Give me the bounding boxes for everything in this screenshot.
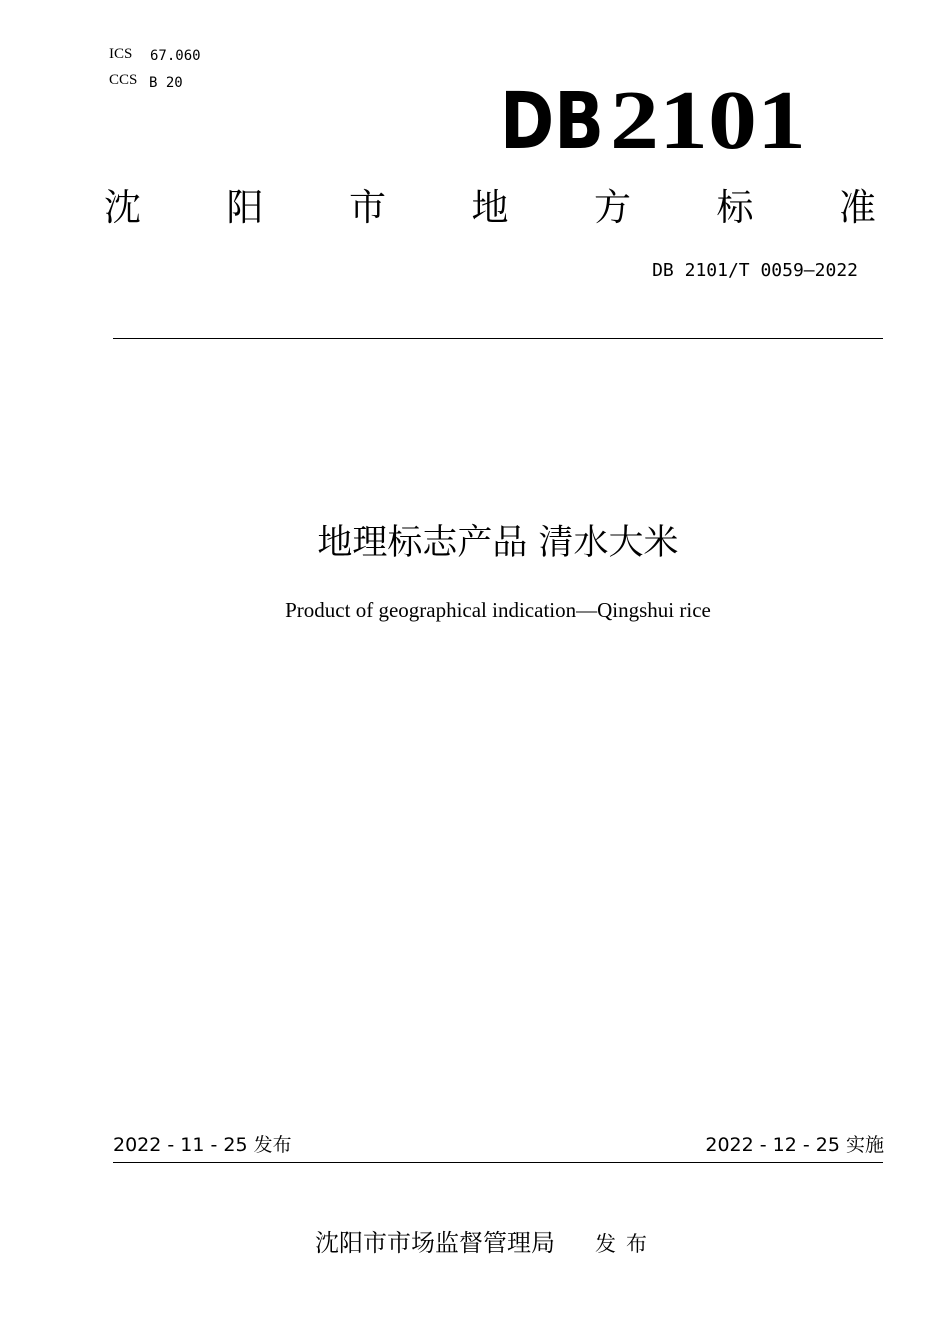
department-title-char: 阳 — [226, 186, 264, 229]
department-title-char: 方 — [594, 186, 631, 229]
ics-label: ICS — [109, 46, 133, 62]
department-title-char: 市 — [349, 186, 386, 229]
ics-code: 67.060 — [150, 48, 201, 64]
publisher-line — [0, 1226, 950, 1261]
department-title-char: 准 — [839, 186, 876, 229]
header-divider — [113, 338, 883, 339]
department-title-char: 标 — [716, 186, 754, 229]
standard-number: DB 2101/T 0059—2022 — [652, 260, 858, 281]
issue-date: 2022 - 11 - 25 发布 — [113, 1134, 292, 1156]
ccs-code: B 20 — [149, 75, 183, 91]
department-title — [104, 186, 876, 230]
department-title-char: 地 — [471, 186, 509, 229]
db-logo-prefix: DB — [500, 80, 604, 160]
publisher-action: 发布 — [595, 1232, 657, 1256]
implementation-date: 2022 - 12 - 25 实施 — [705, 1134, 884, 1156]
document-title-en: Product of geographical indication—Qingshui rice — [285, 598, 711, 622]
footer-divider — [113, 1162, 883, 1163]
ccs-label: CCS — [109, 72, 138, 88]
db-logo — [498, 80, 808, 160]
publisher-name: 沈阳市市场监督管理局 — [315, 1229, 555, 1257]
document-title-cn: 地理标志产品 清水大米 — [317, 523, 679, 563]
department-title-char: 沈 — [104, 186, 141, 229]
db-logo-code: 2101 — [610, 80, 806, 160]
